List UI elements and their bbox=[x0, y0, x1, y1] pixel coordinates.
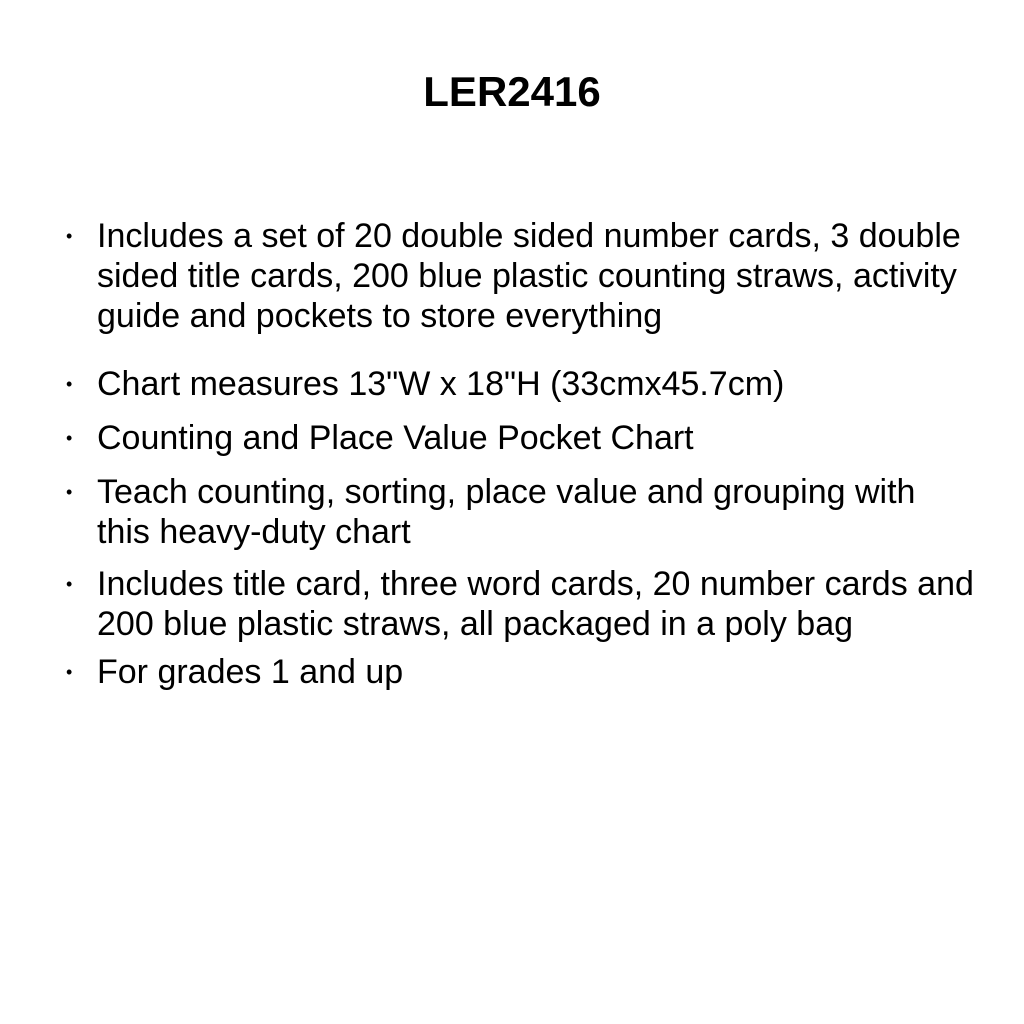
bullet-icon: • bbox=[66, 226, 73, 246]
list-item-text: Includes title card, three word cards, 20 number cards and 200 blue plastic straws, all packaged in a poly bag bbox=[97, 565, 974, 643]
list-item bbox=[0, 564, 977, 644]
bullet-icon: • bbox=[66, 662, 73, 682]
list-item bbox=[0, 418, 977, 458]
list-item bbox=[0, 364, 977, 404]
list-item-text: Teach counting, sorting, place value and grouping with this heavy-duty chart bbox=[97, 473, 916, 551]
bullet-icon: • bbox=[66, 374, 73, 394]
list-item bbox=[0, 652, 977, 692]
list-item bbox=[0, 472, 977, 552]
list-item-text: Counting and Place Value Pocket Chart bbox=[97, 419, 694, 457]
list-item-text: Chart measures 13"W x 18"H (33cmx45.7cm) bbox=[97, 365, 785, 403]
page-title: LER2416 bbox=[423, 68, 601, 115]
bullet-icon: • bbox=[66, 482, 73, 502]
list-item bbox=[0, 216, 977, 336]
feature-list bbox=[0, 216, 1024, 692]
list-item-text: Includes a set of 20 double sided number cards, 3 double sided title cards, 200 blue plastic counting straws, activity guide and pockets to store everything bbox=[97, 217, 961, 335]
bullet-icon: • bbox=[66, 574, 73, 594]
bullet-icon: • bbox=[66, 428, 73, 448]
list-item-text: For grades 1 and up bbox=[97, 653, 404, 691]
